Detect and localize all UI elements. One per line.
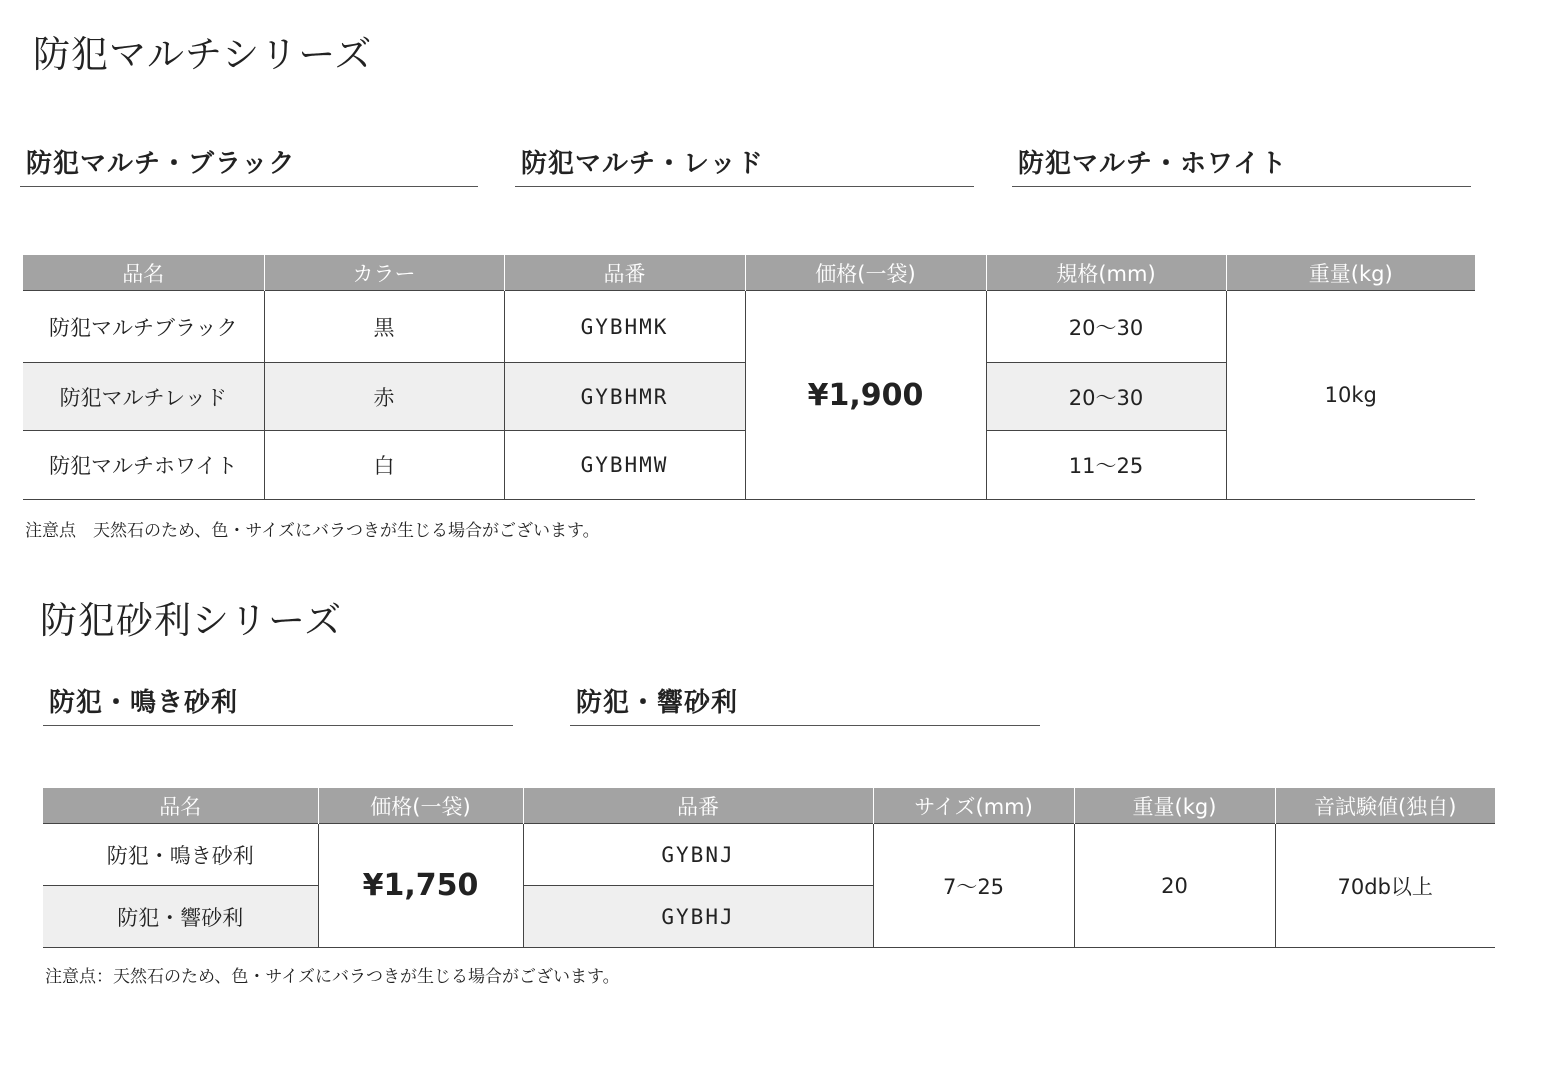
cell-size: 7〜25 <box>873 824 1074 948</box>
cell-name: 防犯マルチホワイト <box>23 431 264 500</box>
cell-size: 11〜25 <box>986 431 1226 500</box>
table-row <box>23 291 1475 363</box>
col-header-name: 品名 <box>23 255 264 291</box>
mulch-note: 注意点 天然石のため、色・サイズにバラつきが生じる場合がございます。 <box>25 521 600 541</box>
cell-size: 20〜30 <box>986 291 1226 363</box>
cell-name: 防犯マルチブラック <box>23 291 264 363</box>
cell-sound: 70db以上 <box>1275 824 1495 948</box>
col-header-size: 規格(mm) <box>986 255 1226 291</box>
col-header-sound: 音試験値(独自) <box>1275 788 1495 824</box>
product-heading-hibiki <box>570 685 1040 726</box>
cell-name: 防犯・鳴き砂利 <box>43 824 318 886</box>
mulch-series-title: 防犯マルチシリーズ <box>33 33 373 76</box>
col-header-code: 品番 <box>523 788 873 824</box>
col-header-size: サイズ(mm) <box>873 788 1074 824</box>
gravel-series-title: 防犯砂利シリーズ <box>40 599 343 642</box>
cell-price: ¥1,900 <box>745 291 986 500</box>
cell-code: GYBHMK <box>504 291 745 363</box>
col-header-code: 品番 <box>504 255 745 291</box>
cell-code: GYBNJ <box>523 824 873 886</box>
product-heading-red <box>515 146 974 187</box>
product-heading-label: 防犯マルチ・ブラック <box>26 149 296 179</box>
product-heading-white <box>1012 146 1471 187</box>
cell-size: 20〜30 <box>986 363 1226 431</box>
product-heading-label: 防犯マルチ・レッド <box>521 149 764 179</box>
gravel-spec-table <box>43 788 1495 948</box>
col-header-weight: 重量(kg) <box>1226 255 1475 291</box>
cell-code: GYBHJ <box>523 886 873 948</box>
table-header-row <box>43 788 1495 824</box>
mulch-spec-table <box>23 255 1475 500</box>
cell-weight: 10kg <box>1226 291 1475 500</box>
col-header-color: カラー <box>264 255 504 291</box>
cell-color: 赤 <box>264 363 504 431</box>
cell-name: 防犯マルチレッド <box>23 363 264 431</box>
cell-color: 白 <box>264 431 504 500</box>
cell-name: 防犯・響砂利 <box>43 886 318 948</box>
col-header-weight: 重量(kg) <box>1074 788 1275 824</box>
table-header-row <box>23 255 1475 291</box>
col-header-name: 品名 <box>43 788 318 824</box>
col-header-price: 価格(一袋) <box>318 788 523 824</box>
product-heading-label: 防犯・響砂利 <box>576 688 739 718</box>
cell-price: ¥1,750 <box>318 824 523 948</box>
col-header-price: 価格(一袋) <box>745 255 986 291</box>
product-heading-black <box>20 146 478 187</box>
product-heading-naki <box>43 685 513 726</box>
table-row <box>43 824 1495 886</box>
product-heading-label: 防犯・鳴き砂利 <box>49 688 239 718</box>
cell-weight: 20 <box>1074 824 1275 948</box>
cell-code: GYBHMW <box>504 431 745 500</box>
gravel-note: 注意点：天然石のため、色・サイズにバラつきが生じる場合がございます。 <box>45 967 620 987</box>
cell-color: 黒 <box>264 291 504 363</box>
cell-code: GYBHMR <box>504 363 745 431</box>
product-heading-label: 防犯マルチ・ホワイト <box>1018 149 1288 179</box>
